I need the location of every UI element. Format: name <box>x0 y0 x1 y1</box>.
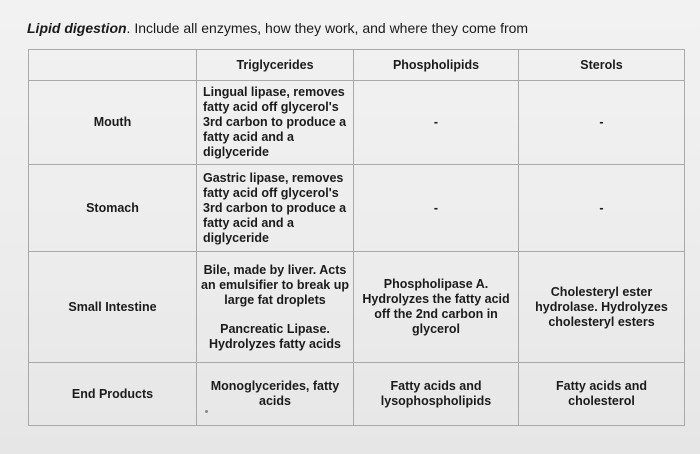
cell-end-products-phospholipids: Fatty acids and lysophospholipids <box>354 363 519 426</box>
cell-mouth-triglycerides: Lingual lipase, removes fatty acid off glycerol's 3rd carbon to produce a fatty acid and a diglyceride <box>197 81 354 165</box>
row-label-small-intestine: Small Intestine <box>29 252 197 363</box>
cell-mouth-sterols: - <box>519 81 685 165</box>
heading-instructions: . Include all enzymes, how they work, and where they come from <box>126 20 529 36</box>
bile-description: Bile, made by liver. Acts an emulsifier to break up large fat droplets <box>201 262 349 307</box>
pancreatic-lipase-description: Pancreatic Lipase. Hydrolyzes fatty acids <box>209 321 341 351</box>
cell-small-intestine-sterols: Cholesteryl ester hydrolase. Hydrolyzes cholesteryl esters <box>519 252 685 363</box>
table-row-mouth <box>29 81 685 165</box>
cell-end-products-triglycerides: Monoglycerides, fatty acids <box>197 363 354 426</box>
cell-stomach-phospholipids: - <box>354 165 519 252</box>
heading-lead: Lipid digestion <box>27 20 127 36</box>
worksheet-heading <box>27 20 528 36</box>
column-header-sterols: Sterols <box>519 50 685 81</box>
row-label-stomach: Stomach <box>29 165 197 252</box>
cell-mouth-phospholipids: - <box>354 81 519 165</box>
stray-mark <box>205 410 208 413</box>
table-row-small-intestine <box>29 252 685 363</box>
lipid-digestion-table <box>28 49 685 426</box>
cell-small-intestine-triglycerides <box>197 252 354 363</box>
header-row <box>29 50 685 81</box>
cell-spacer <box>201 308 349 322</box>
cell-stomach-sterols: - <box>519 165 685 252</box>
column-header-triglycerides: Triglycerides <box>197 50 354 81</box>
table-row-stomach <box>29 165 685 252</box>
row-label-end-products: End Products <box>29 363 197 426</box>
cell-end-products-sterols: Fatty acids and cholesterol <box>519 363 685 426</box>
cell-stomach-triglycerides: Gastric lipase, removes fatty acid off glycerol's 3rd carbon to produce a fatty acid and a diglyceride <box>197 165 354 252</box>
cell-small-intestine-phospholipids: Phospholipase A. Hydrolyzes the fatty acid off the 2nd carbon in glycerol <box>354 252 519 363</box>
column-header-phospholipids: Phospholipids <box>354 50 519 81</box>
table-row-end-products <box>29 363 685 426</box>
corner-cell <box>29 50 197 81</box>
row-label-mouth: Mouth <box>29 81 197 165</box>
